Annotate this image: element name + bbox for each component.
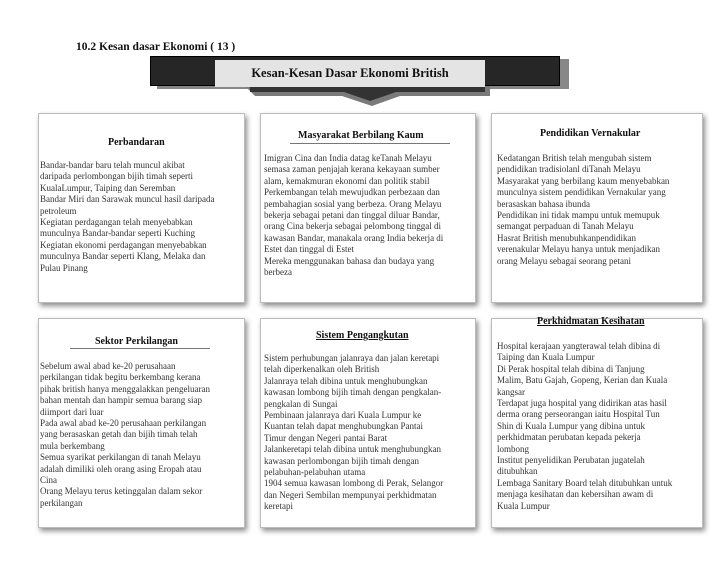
box-title-kesihatan: Perkhidmatan Kesihatan [537,316,645,327]
banner-title: Kesan-Kesan Dasar Ekonomi British [215,60,485,87]
box-body-kesihatan: Hospital kerajaan yangterawal telah dibina di Taiping dan Kuala Lumpur Di Perak hospital telah dibina di Tanjung Malim, Batu Gajah, Gopeng, Kerian dan Kuala kangsar Terdapat juga hospital yang didirikan atas hasil derma orang perseorangan iaitu Hospital Tun Shin di Kuala Lumpur yang dibina untuk perkhidmatan perubatan kepada pekerja lombong Institut penyelidikan Perubatan jugatelah ditubuhkan Lembaga Sanitary Board telah ditubuhkan untuk menjaga kesihatan dan kebersihan awam di Kuala Lumpur [497,341,673,511]
box-title-pengangkutan: Sistem Pengangkutan [316,330,409,341]
box-body-perbandaran: Bandar-bandar baru telah muncul akibat daripada perlombongan bijih timah seperti KualaLumpur, Taiping dan Seremban Bandar Miri dan Sarawak muncul hasil daripada petroleum Kegiatan perdagangan telah menyebabkan munculnya Bandar-bandar seperti Kuching Kegiatan ekonomi perdagangan menyebabkan munculnya Bandar seperti Klang, Melaka dan Pulau Pinang [40,160,215,273]
box-title-divider [290,143,450,144]
box-body-vernakular: Kedatangan British telah mengubah sistem pendidikan tradisiolanl diTanah Melayu Masyarakat yang berbilang kaum menyebabkan munculnya sistem pendidikan Vernakular yang berasaskan bahasa ibunda Pendidikan ini tidak mampu untuk memupuk semangat perpaduan di Tanah Melayu Hasrat British menubuhkanpendidikan verenakular Melayu hanya untuk menjadikan orang Melayu sebagai seorang petani [497,153,670,266]
box-body-perkilangan: Sebelum awal abad ke-20 perusahaan perkilangan tidak begitu berkembang kerana pihak british hanya menggalakkan pengeluaran bahan mentah dan hampir semua barang siap diimport dari luar Pada awal abad ke-20 perusahaan perkilangan yang berasaskan getah dan bijih timah telah mula berkembang Semua syarikat perkilangan di tanah Melayu adalah dimiliki oleh orang asing Eropah atau Cina Orang Melayu terus ketinggalan dalam sekor perkilangan [40,361,210,508]
box-title-perkilangan: Sektor Perkilangan [95,336,178,347]
box-title-vernakular: Pendidikan Vernakular [540,128,641,139]
box-title-masyarakat: Masyarakat Berbilang Kaum [298,130,424,141]
box-body-pengangkutan: Sistem perhubungan jalanraya dan jalan keretapi telah diperkenalkan oleh British Jalanraya telah dibina untuk menghubungkan kawasan lombong bijih timah dengan pengkalan- pengkalan di Sungai Pembinaan jalanraya dari Kuala Lumpur ke Kuantan telah dapat menghubungkan Pantai Timur dengan Negeri pantai Barat Jalankeretapi telah dibina untuk menghubungkan kawasan perlombongan bijih timah dengan pelabuhan-pelabuhan utama 1904 semua kawasan lombong di Perak, Selangor dan Negeri Sembilan mempunyai perkhidmatan keretapi [264,353,444,512]
box-body-masyarakat: Imigran Cina dan India datag keTanah Melayu semasa zaman penjajah kerana kekayaan sumber alam, kemakmuran ekonomi dan politik stabil Perkembangan telah mewujudkan perbezaan dan pembahagian sosial yang berbeza. Orang Melayu bekerja sebagai petani dan tinggal diluar Bandar, orang Cina bekerja sebagai pelombong tinggal di kawasan Bandar, manakala orang India bekerja di Estet dan tinggal di Estet Mereka menggunakan bahasa dan budaya yang berbeza [264,153,444,278]
section-heading: 10.2 Kesan dasar Ekonomi ( 13 ) [76,41,236,53]
box-title-divider [70,348,210,349]
box-title-perbandaran: Perbandaran [108,137,165,148]
